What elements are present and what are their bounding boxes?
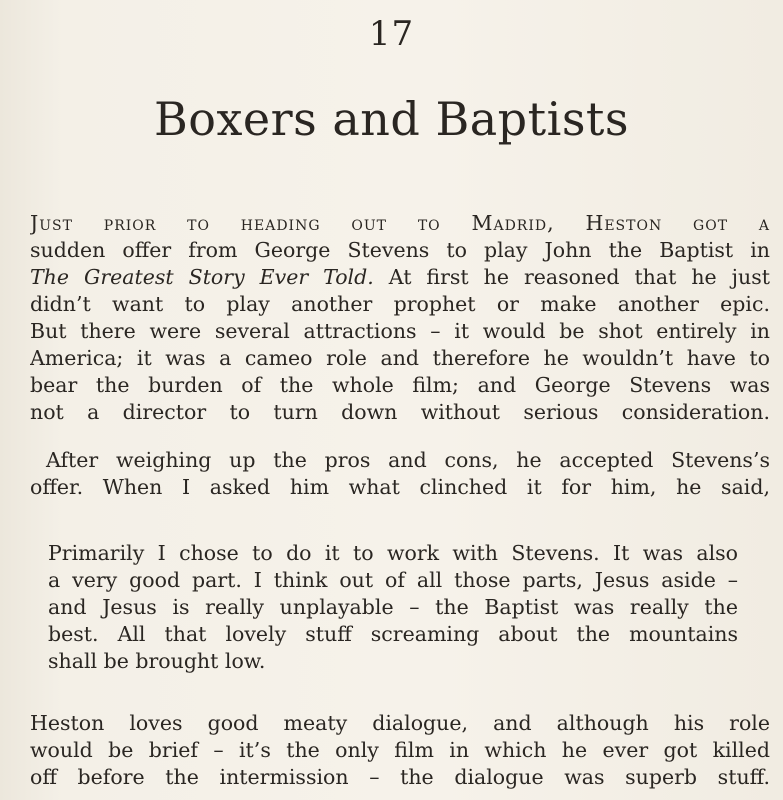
- paragraph-line: offer. When I asked him what clinched it for him, he said,: [30, 475, 770, 499]
- quote-line: Primarily I chose to do it to work with Stevens. It was also: [48, 541, 738, 565]
- paragraph-line: off before the intermission – the dialogue was superb stuff.: [30, 765, 770, 789]
- paragraph-line-fragment: At first he reasoned that he just: [388, 265, 770, 289]
- quote-line: a very good part. I think out of all those parts, Jesus aside –: [48, 568, 738, 592]
- paragraph-3: [30, 710, 770, 791]
- paragraph-line: not a director to turn down without serious consideration.: [30, 400, 770, 424]
- paragraph-line: After weighing up the pros and cons, he accepted Stevens’s: [46, 448, 770, 472]
- paragraph-line: Heston loves good meaty dialogue, and although his role: [30, 711, 770, 735]
- paragraph-line: sudden offer from George Stevens to play John the Baptist in: [30, 238, 770, 262]
- paragraph-line: didn’t want to play another prophet or make another epic.: [30, 292, 770, 316]
- quote-line: and Jesus is really unplayable – the Baptist was really the: [48, 595, 738, 619]
- paragraph-line: would be brief – it’s the only film in which he ever got killed: [30, 738, 770, 762]
- paragraph-line: America; it was a cameo role and therefore he wouldn’t have to: [30, 346, 770, 370]
- paragraph-line-with-title: [30, 264, 770, 291]
- film-title: The Greatest Story Ever Told.: [30, 265, 374, 289]
- paragraph-lead-line: Just prior to heading out to Madrid, Heston got a: [30, 211, 770, 235]
- chapter-number: 17: [368, 14, 415, 54]
- paragraph-line: But there were several attractions – it would be shot entirely in: [30, 319, 770, 343]
- chapter-title: Boxers and Baptists: [153, 92, 630, 146]
- block-quote: [48, 540, 738, 675]
- paragraph-2: [30, 447, 770, 501]
- quote-line: best. All that lovely stuff screaming about the mountains: [48, 622, 738, 646]
- quote-line: shall be brought low.: [48, 649, 266, 673]
- paragraph-1: [30, 210, 770, 426]
- paragraph-line: bear the burden of the whole film; and George Stevens was: [30, 373, 770, 397]
